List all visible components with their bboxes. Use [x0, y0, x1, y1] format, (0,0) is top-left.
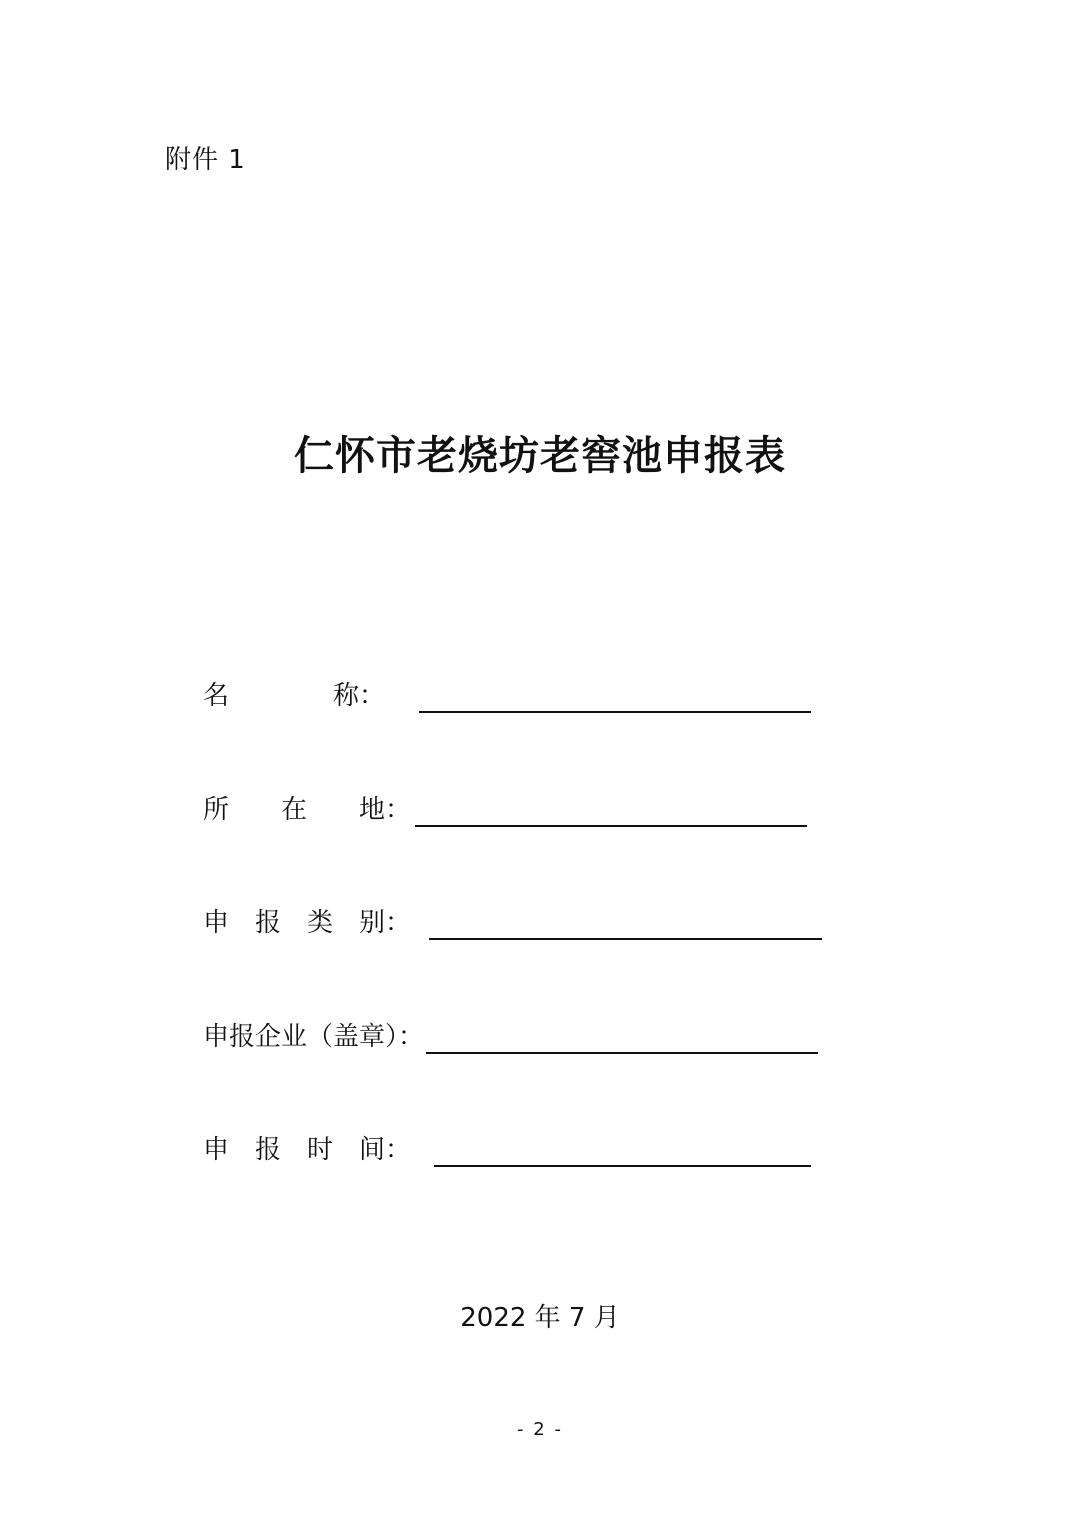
field-line-date[interactable]: [434, 1165, 811, 1167]
form-field-location: [203, 790, 813, 834]
form-field-category: [203, 903, 828, 947]
field-label-category: 申 报 类 别：: [203, 908, 412, 938]
page-number: - 2 -: [517, 1419, 563, 1440]
field-line-location[interactable]: [415, 825, 807, 827]
form-field-date: [203, 1130, 818, 1174]
field-label-location: 所 在 地：: [203, 795, 412, 825]
page-title: 仁怀市老烧坊老窖池申报表: [294, 432, 786, 479]
field-label-name: 名 称：: [203, 681, 386, 711]
attachment-label: 附件 1: [165, 145, 246, 175]
field-line-name[interactable]: [419, 711, 811, 713]
field-line-category[interactable]: [429, 938, 822, 940]
field-label-company: 申报企业（盖章）：: [203, 1022, 425, 1052]
field-label-date: 申 报 时 间：: [203, 1135, 412, 1165]
document-date: 2022 年 7 月: [460, 1303, 620, 1333]
form-field-name: [203, 676, 813, 720]
field-line-company[interactable]: [426, 1052, 818, 1054]
form-field-company: [203, 1017, 823, 1061]
